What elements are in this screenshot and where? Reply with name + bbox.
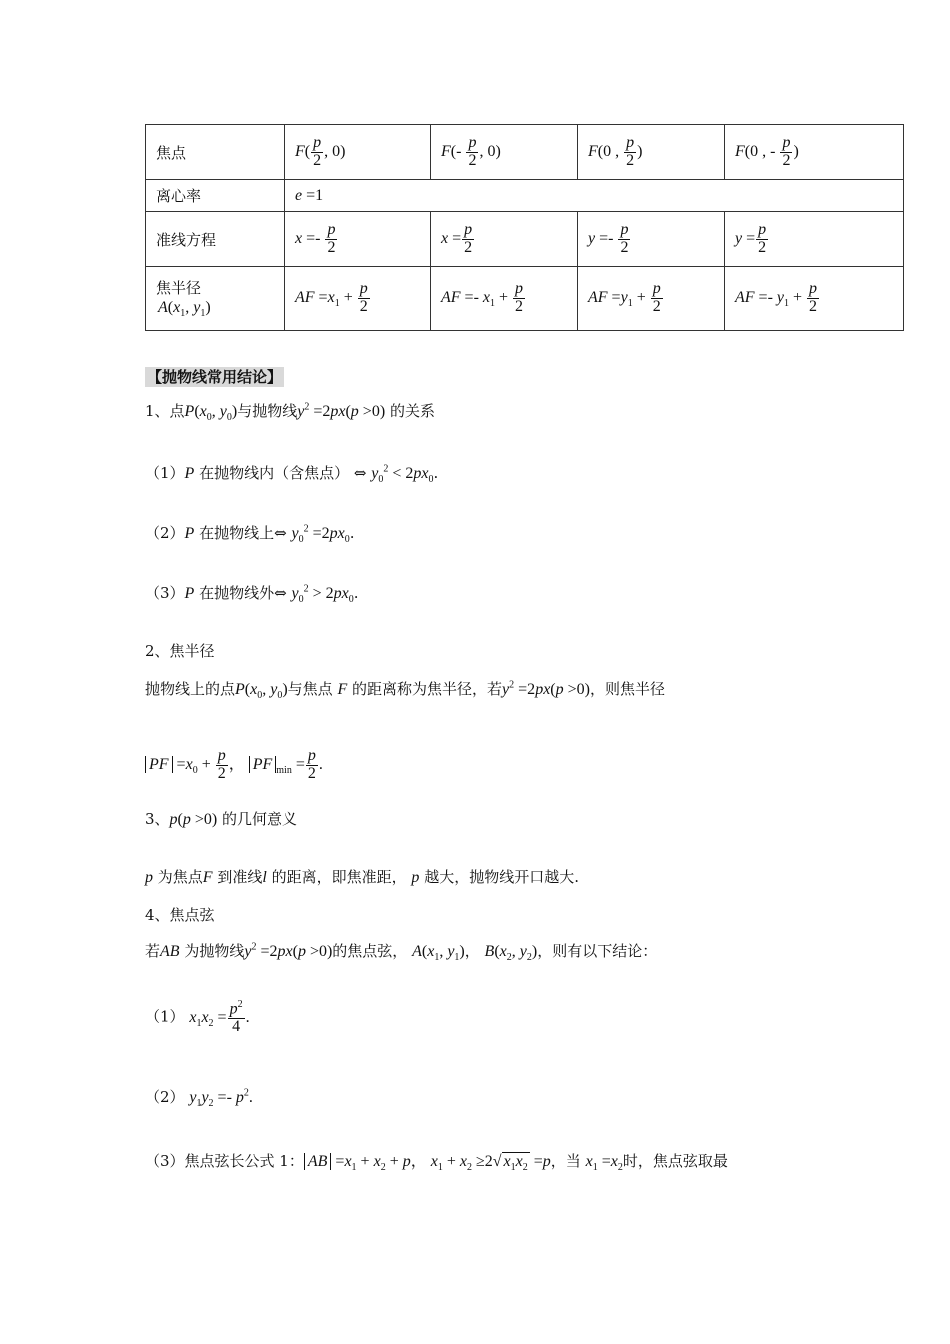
- directrix-cell-4: y = $\frac{p}{2}$: [725, 212, 904, 267]
- conclusion-3: （3）焦点弦长公式 1： AB $=x_1 + x_2 + p$， $x_1 + x_2 \ge 2√$ $x_1x_2 =p$，当 $x_1 =x_2$时，焦点弦取最: [145, 1152, 728, 1174]
- focal-radius-cell-3: AF $=y_1$ + $\frac{p}{2}$: [578, 267, 725, 331]
- parabola-properties-table: [145, 124, 904, 331]
- focal-radius-cell-1: AF $=x_1$ + $\frac{p}{2}$: [285, 267, 431, 331]
- p-meaning-heading: 3、p(p >0) 的几何意义: [145, 810, 298, 828]
- point-parabola-relation-heading: 1、点$P(x_0$, $y_0$)与抛物线$y^2 =2px(p >0)$ 的关系: [145, 401, 435, 424]
- focal-radius-formula: PF $=x_0$ + $\frac{p}{2}$ ， PF $_{min}$ = $\frac{p}{2}$ .: [145, 748, 323, 783]
- row-label-directrix: 准线方程: [146, 212, 285, 267]
- condition-outside: （3）P 在抛物线外⇔ $y_0^2 > 2px_0$.: [145, 583, 359, 606]
- row-label-focal-radius: 焦半径 $A(x_1$, $y_1$): [146, 267, 285, 331]
- row-label-focus: 焦点: [146, 125, 285, 180]
- condition-inside: （1）P 在抛物线内（含焦点） ⇔ $y_0^2 < 2px_0$.: [145, 463, 439, 486]
- p-meaning-text: p 为焦点F 到准线l 的距离，即焦准距， p 越大，抛物线开口越大.: [145, 868, 579, 886]
- focus-cell-2: F(- $\frac{p}{2}$ , 0): [431, 125, 578, 180]
- conclusion-2: （2） $y_1y_2 =- p^2$.: [145, 1087, 253, 1110]
- condition-on: （2）P 在抛物线上⇔ $y_0^2 =2px_0$.: [145, 523, 355, 546]
- focus-cell-1: F( $\frac{p}{2}$ , 0): [285, 125, 431, 180]
- focal-chord-definition: 若AB 为抛物线$y^2 =2px(p >0)$的焦点弦， $A(x_1$, $y_1$)， $B(x_2$, $y_2$)，则有以下结论：: [145, 941, 658, 964]
- conclusion-1: （1） $x_1x_2$ = $\frac{p^2}{4}$ .: [145, 999, 250, 1036]
- eccentricity-cell: e =1: [285, 180, 904, 212]
- focal-radius-heading: 2、焦半径: [145, 642, 215, 660]
- focal-chord-heading: 4、焦点弦: [145, 906, 215, 924]
- focus-cell-4: F(0 , - $\frac{p}{2}$ ): [725, 125, 904, 180]
- directrix-cell-3: y =- $\frac{p}{2}$: [578, 212, 725, 267]
- row-label-eccentricity: 离心率: [146, 180, 285, 212]
- focal-radius-definition: 抛物线上的点$P(x_0$, $y_0$)与焦点 F 的距离称为焦半径，若$y^2 =2px(p >0)$，则焦半径: [145, 679, 665, 702]
- section-title: 【抛物线常用结论】: [147, 368, 283, 386]
- directrix-cell-1: x =- $\frac{p}{2}$: [285, 212, 431, 267]
- focal-radius-cell-4: AF =- $y_1$ + $\frac{p}{2}$: [725, 267, 904, 331]
- focal-radius-cell-2: AF =- $x_1$ + $\frac{p}{2}$: [431, 267, 578, 331]
- focus-cell-3: F(0 , $\frac{p}{2}$ ): [578, 125, 725, 180]
- directrix-cell-2: x = $\frac{p}{2}$: [431, 212, 578, 267]
